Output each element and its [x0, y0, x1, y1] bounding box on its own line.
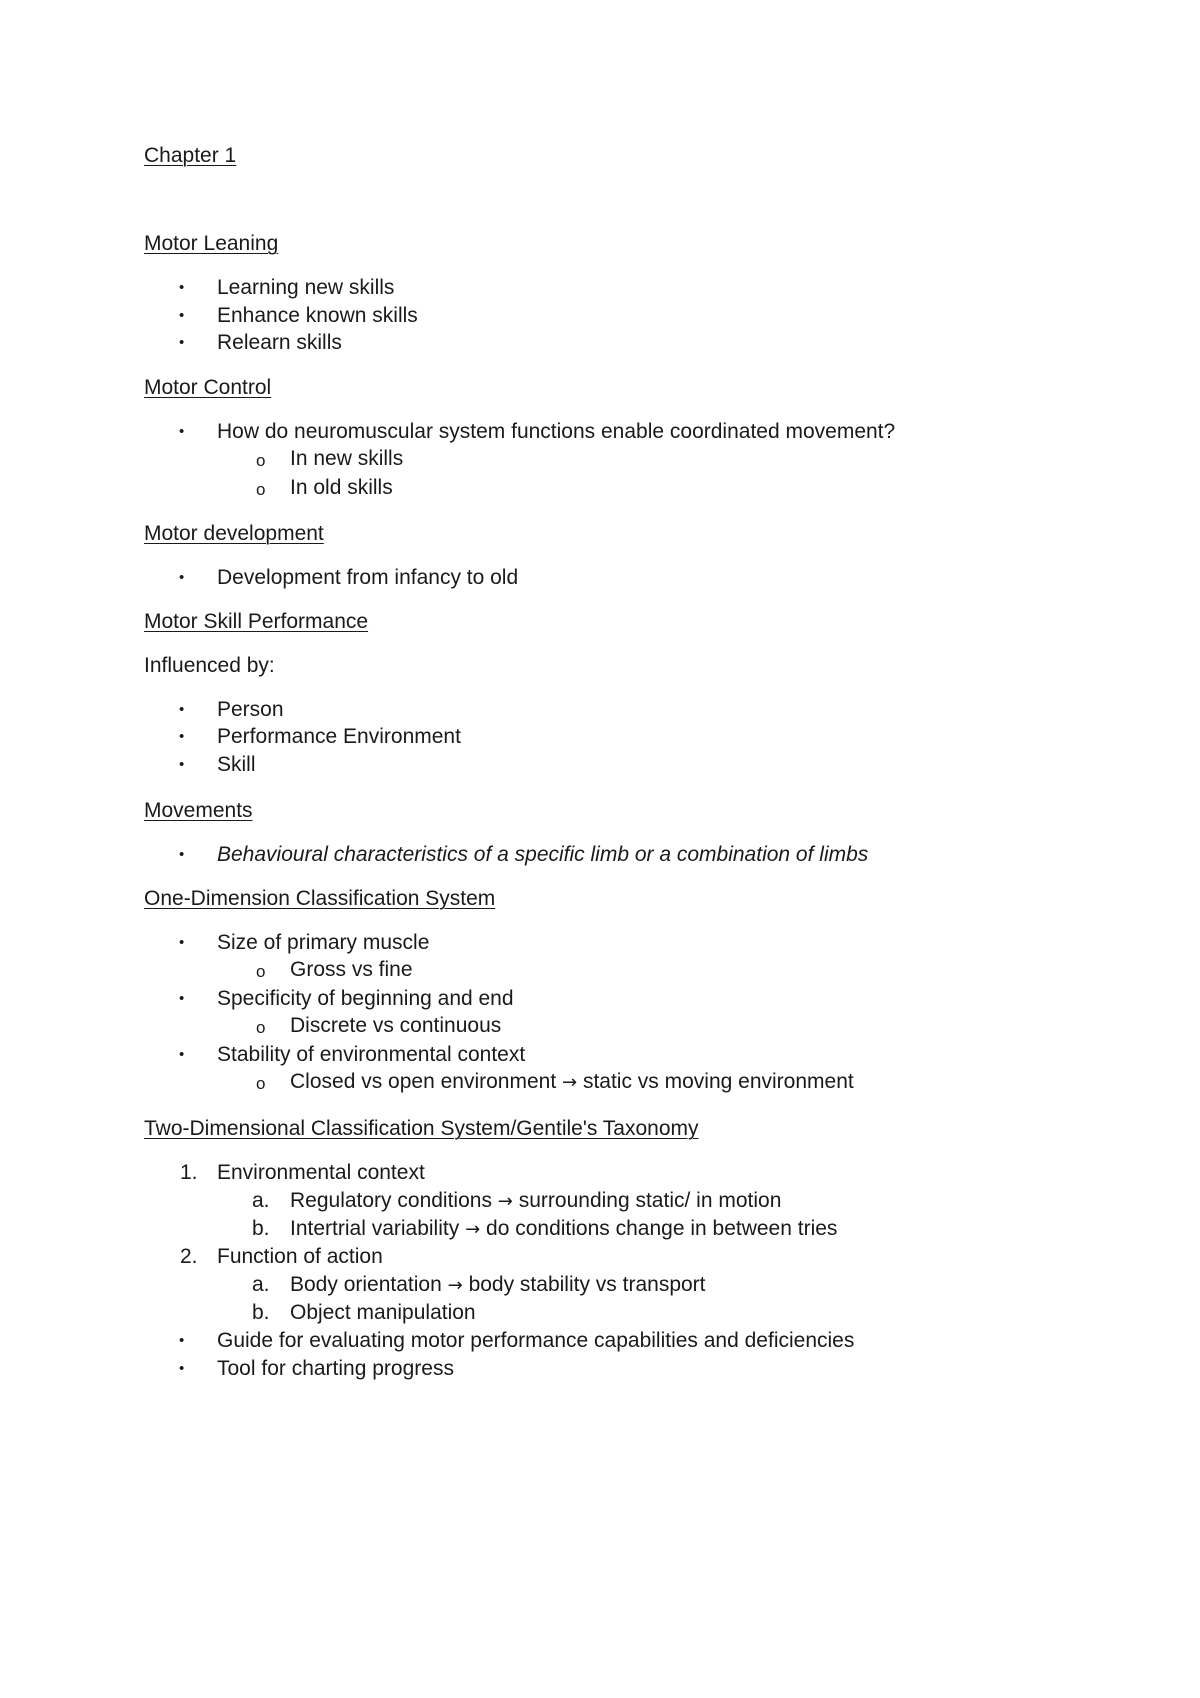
bullet-icon: •	[179, 569, 185, 586]
movements-heading: Movements	[144, 799, 253, 822]
sub-bullet-icon: o	[256, 480, 266, 499]
list-item: Stability of environmental context	[217, 1043, 526, 1066]
sub-bullet-icon: o	[256, 451, 266, 470]
list-letter: b.	[252, 1301, 270, 1324]
sub-list-item	[290, 1190, 781, 1211]
one-dimension-heading: One-Dimension Classification System	[144, 887, 496, 910]
list-item: Behavioural characteristics of a specific limb or a combination of limbs	[217, 843, 869, 866]
sub-bullet-icon: o	[256, 1018, 266, 1037]
list-item: Environmental context	[217, 1161, 425, 1184]
bullet-icon: •	[179, 701, 185, 718]
sub-list-item-left: Closed vs open environment	[290, 1070, 557, 1093]
arrow-right-icon: →	[562, 1072, 578, 1093]
influenced-by-text: Influenced by:	[144, 654, 275, 677]
list-letter: a.	[252, 1273, 270, 1296]
sub-list-item	[290, 1071, 854, 1092]
bullet-icon: •	[179, 756, 185, 773]
sub-list-item-left: Regulatory conditions	[290, 1189, 492, 1212]
list-number: 1.	[180, 1161, 198, 1184]
list-item: Tool for charting progress	[217, 1357, 454, 1380]
list-item: Size of primary muscle	[217, 931, 430, 954]
sub-list-item: Gross vs fine	[290, 958, 413, 981]
list-item: Guide for evaluating motor performance capabilities and deficiencies	[217, 1329, 855, 1352]
list-item: Relearn skills	[217, 331, 342, 354]
chapter-title: Chapter 1	[144, 144, 237, 167]
list-item: Performance Environment	[217, 725, 461, 748]
list-item: Person	[217, 698, 284, 721]
two-dimension-heading: Two-Dimensional Classification System/Gentile's Taxonomy	[144, 1117, 699, 1140]
list-item: Enhance known skills	[217, 304, 418, 327]
sub-list-item: Discrete vs continuous	[290, 1014, 502, 1037]
sub-list-item-left: Body orientation	[290, 1273, 442, 1296]
bullet-icon: •	[179, 728, 185, 745]
list-item: Skill	[217, 753, 256, 776]
sub-list-item-right: do conditions change in between tries	[486, 1217, 838, 1240]
list-item: Function of action	[217, 1245, 383, 1268]
bullet-icon: •	[179, 1046, 185, 1063]
bullet-icon: •	[179, 1360, 185, 1377]
sub-list-item-right: static vs moving environment	[582, 1070, 854, 1093]
motor-development-heading: Motor development	[144, 522, 324, 545]
sub-bullet-icon: o	[256, 1074, 266, 1093]
sub-list-item	[290, 1274, 706, 1295]
sub-list-item-right: surrounding static/ in motion	[518, 1189, 782, 1212]
list-item: Development from infancy to old	[217, 566, 519, 589]
bullet-icon: •	[179, 846, 185, 863]
bullet-icon: •	[179, 990, 185, 1007]
list-item: Specificity of beginning and end	[217, 987, 514, 1010]
bullet-icon: •	[179, 1332, 185, 1349]
bullet-icon: •	[179, 334, 185, 351]
bullet-icon: •	[179, 307, 185, 324]
list-item: How do neuromuscular system functions enable coordinated movement?	[217, 420, 896, 443]
motor-learning-heading: Motor Leaning	[144, 232, 279, 255]
arrow-right-icon: →	[465, 1219, 481, 1240]
sub-list-item: In old skills	[290, 476, 393, 499]
sub-bullet-icon: o	[256, 962, 266, 981]
list-letter: a.	[252, 1189, 270, 1212]
sub-list-item-right: body stability vs transport	[468, 1273, 706, 1296]
sub-list-item-left: Intertrial variability	[290, 1217, 460, 1240]
bullet-icon: •	[179, 934, 185, 951]
arrow-right-icon: →	[447, 1275, 463, 1296]
sub-list-item	[290, 1218, 837, 1239]
motor-control-heading: Motor Control	[144, 376, 272, 399]
sub-list-item: Object manipulation	[290, 1301, 476, 1324]
list-letter: b.	[252, 1217, 270, 1240]
list-item: Learning new skills	[217, 276, 395, 299]
motor-skill-performance-heading: Motor Skill Performance	[144, 610, 369, 633]
sub-list-item: In new skills	[290, 447, 404, 470]
bullet-icon: •	[179, 279, 185, 296]
list-number: 2.	[180, 1245, 198, 1268]
arrow-right-icon: →	[497, 1191, 513, 1212]
bullet-icon: •	[179, 423, 185, 440]
